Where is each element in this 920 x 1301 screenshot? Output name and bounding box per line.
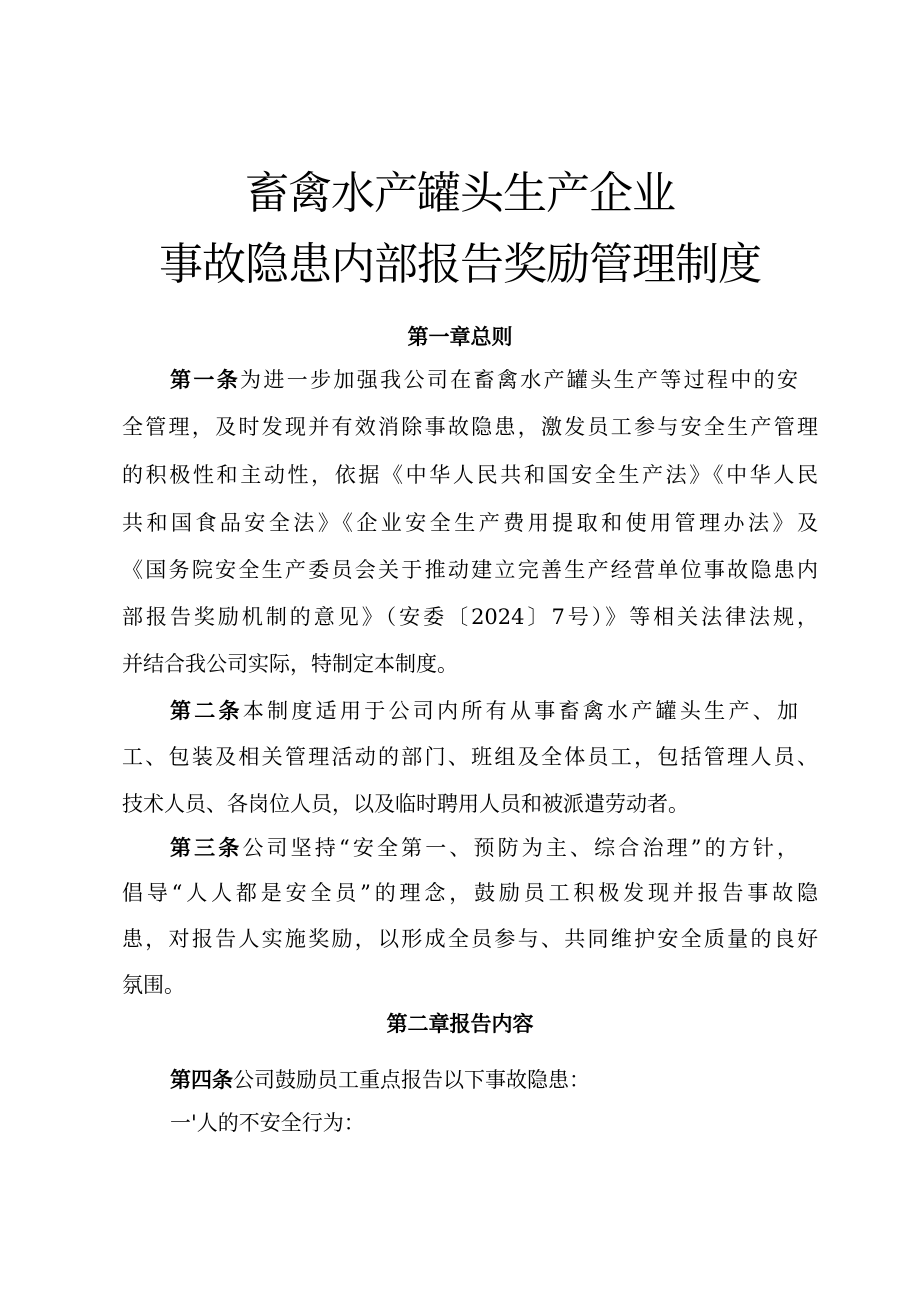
article-2-line: 技术人员、各岗位人员，以及临时聘用人员和被派遣劳动者。	[122, 792, 689, 816]
article-1-line: 全管理，及时发现并有效消除事故隐患，激发员工参与安全生产管理	[122, 415, 818, 439]
article-3-line	[170, 837, 798, 859]
article-3-line: 患，对报告人实施奖励，以形成全员参与、共同维护安全质量的良好	[122, 927, 818, 951]
article-2-line: 工、包装及相关管理活动的部门、班组及全体员工，包括管理人员、	[122, 745, 818, 769]
article-2-line	[170, 700, 798, 722]
article-3-line: 氛围。	[122, 973, 185, 997]
article-3-label: 第三条	[170, 835, 243, 860]
article-2-label: 第二条	[170, 698, 243, 723]
list-item-1: 一'人的不安全行为：	[170, 1111, 365, 1135]
article-4-text: 公司鼓励员工重点报告以下事故隐患：	[233, 1068, 590, 1092]
article-1-line: 《国务院安全生产委员会关于推动建立完善生产经营单位事故隐患内	[122, 558, 818, 582]
document-title-line-2: 事故隐患内部报告奖励管理制度	[159, 239, 761, 290]
article-1-line: 的积极性和主动性，依据《中华人民共和国安全生产法》《中华人民	[122, 463, 818, 487]
article-1-line: 并结合我公司实际，特制定本制度。	[122, 652, 458, 676]
article-1-line: 部报告奖励机制的意见》（安委〔2024〕7号）》等相关法律法规，	[122, 605, 818, 629]
article-4-label: 第四条	[170, 1067, 233, 1092]
article-1-line	[170, 369, 798, 391]
article-1-text: 为进一步加强我公司在畜禽水产罐头生产等过程中的安	[240, 368, 799, 392]
article-3-text: 公司坚持“安全第一、预防为主、综合治理”的方针，	[242, 836, 798, 860]
document-title-line-1: 畜禽水产罐头生产企业	[245, 168, 675, 219]
article-3-line: 倡导“人人都是安全员”的理念，鼓励员工积极发现并报告事故隐	[122, 881, 818, 905]
article-2-text: 本制度适用于公司内所有从事畜禽水产罐头生产、加	[242, 699, 799, 723]
article-4-line	[170, 1069, 798, 1091]
chapter-1-heading: 第一章总则	[407, 324, 513, 349]
article-1-line: 共和国食品安全法》《企业安全生产费用提取和使用管理办法》及	[122, 511, 818, 535]
article-1-label: 第一条	[170, 367, 241, 392]
chapter-2-heading: 第二章报告内容	[386, 1011, 534, 1036]
